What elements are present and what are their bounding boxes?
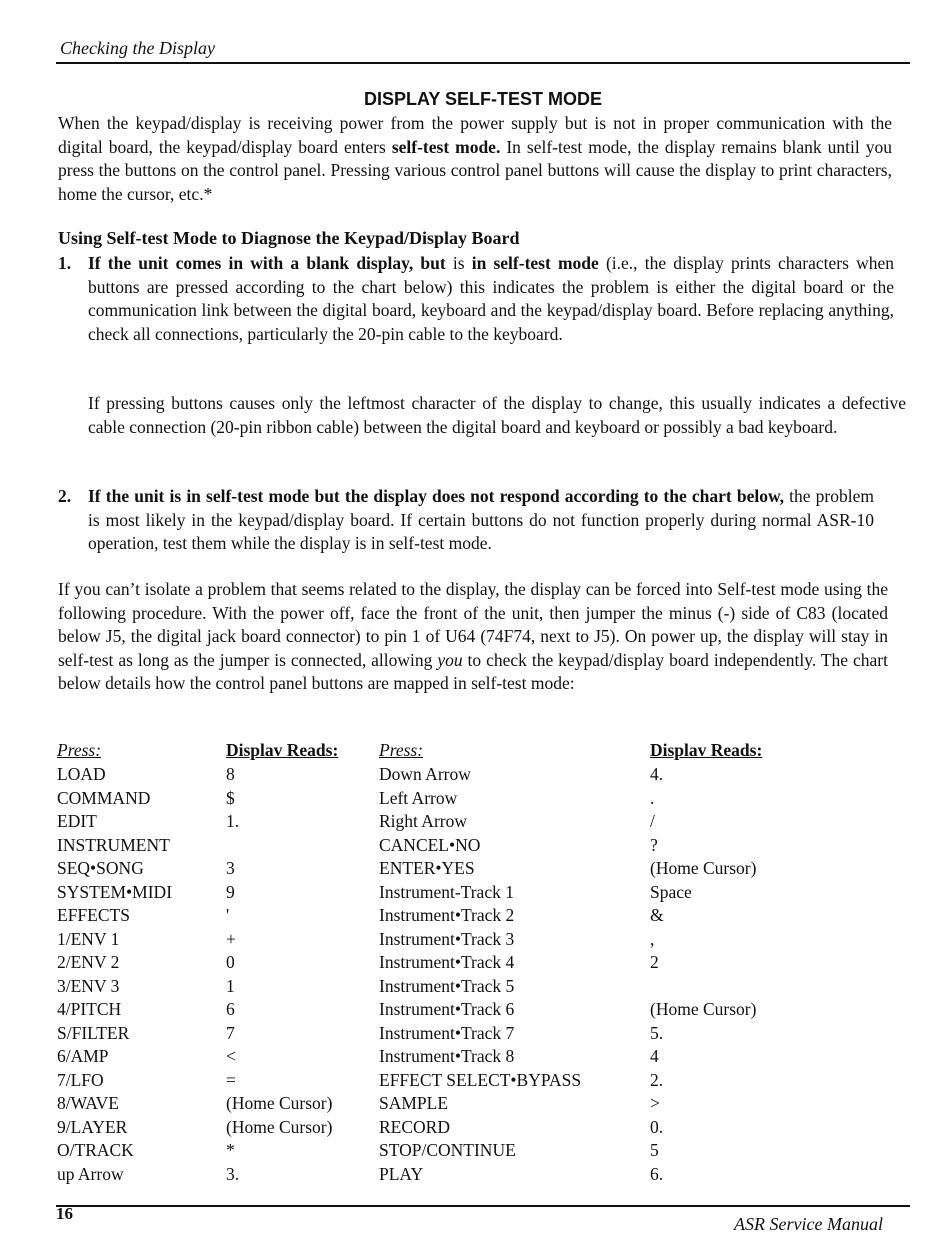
intro-bold: self-test mode. [391,136,501,157]
table-cell-reads: ? [650,834,658,855]
table-cell-press: Right Arrow [379,811,467,831]
intro-text-before: When the keypad/display is receiving power from the power supply but is not in proper communication with the digital board, the keypad/display board enters [58,113,892,157]
table-cell-press: 6/AMP [57,1046,109,1066]
table-cell-press: LOAD [57,764,106,784]
table-cell-press: 8/WAVE [57,1093,119,1113]
table-cell-reads: 8 [226,764,235,784]
table-cell-reads: (Home Cursor) [650,999,757,1019]
right-reads-column [650,763,850,1186]
table-cell-reads: 1 [226,975,235,996]
table-cell-reads: 5 [650,1140,659,1160]
table-cell-press: EDIT [57,811,97,831]
section-heading: Using Self-test Mode to Diagnose the Keypad/Display Board [58,228,520,248]
table-cell-press: 9/LAYER [57,1116,128,1137]
table-cell-reads: (Home Cursor) [226,1093,333,1113]
table-cell-reads: 0. [650,1116,664,1137]
footer-manual-title: ASR Service Manual [734,1214,883,1234]
table-cell-press: 3/ENV 3 [57,975,120,996]
table-cell-reads: 2 [650,952,659,972]
table-cell-press: SAMPLE [379,1093,449,1113]
table-cell-reads: $ [226,787,235,808]
table-cell-press: Instrument•Track 4 [379,952,515,972]
table-cell-press: Instrument•Track 3 [379,928,515,949]
item1-bold2: in self-test mode [471,253,599,273]
table-cell-reads: = [226,1069,236,1090]
table-cell-reads: 0 [226,952,235,972]
table-cell-reads [226,834,371,858]
table-cell-press: COMMAND [57,787,151,808]
item1-rest: (i.e., the display prints characters when buttons are pressed according to the chart below) this indicates the problem is either the digital board or the communication link between the digital board, keyboard and the keypad/display board. Before replacing anything, check all connections, particularly the 20-pin cable to the keyboard. [88,253,894,344]
table-cell-reads: (Home Cursor) [226,1116,333,1137]
table-cell-press: Down Arrow [379,764,471,784]
table-cell-press: Instrument•Track 5 [379,975,515,996]
header-rule [56,62,910,64]
table-cell-reads: 4. [650,764,664,784]
item2-paragraph [88,485,874,556]
table-cell-press: Instrument•Track 7 [379,1022,515,1043]
table-cell-reads: (Home Cursor) [650,858,757,878]
table-cell-reads: Space [650,881,692,902]
table-cell-reads: 1. [226,811,240,831]
reads-header-left: Displav Reads: [226,740,339,760]
item1-plain1: is [445,253,472,273]
item1-second-paragraph: If pressing buttons causes only the leftmost character of the display to change, this usually indicates a defective cable connection (20-pin ribbon cable) between the digital board and keyboard or possibly a bad keyboard. [88,393,906,437]
right-press-column [379,763,639,1186]
table-cell-reads: * [226,1140,235,1160]
table-cell-reads: 2. [650,1069,664,1090]
page-number: 16 [56,1204,73,1223]
table-cell-reads: / [650,811,655,831]
table-cell-reads: < [226,1046,236,1066]
item2-rest: the problem is most likely in the keypad/display board. If certain buttons do not function properly during normal ASR-10 operation, test them while the display is in self-test mode. [88,486,874,553]
table-cell-press: Instrument-Track 1 [379,881,514,902]
item2-number: 2. [58,486,72,506]
table-cell-reads: > [650,1093,660,1113]
table-cell-press: 2/ENV 2 [57,952,120,972]
table-cell-reads: & [650,905,664,925]
table-cell-press: Instrument•Track 8 [379,1046,515,1066]
table-cell-press: up Arrow [57,1163,124,1184]
table-cell-reads: + [226,928,236,949]
table-cell-reads: ' [226,905,230,925]
press-header-right: Press: [379,740,424,760]
table-cell-press: RECORD [379,1116,450,1137]
table-cell-press: SYSTEM•MIDI [57,881,173,902]
table-cell-reads [650,975,850,999]
press-header-left: Press: [57,740,102,760]
table-cell-reads: 6. [650,1163,664,1184]
table-cell-press: Left Arrow [379,787,458,808]
table-cell-reads: 7 [226,1022,235,1043]
table-cell-press: O/TRACK [57,1140,134,1160]
table-cell-reads: 5. [650,1022,664,1043]
table-cell-reads: 4 [650,1046,659,1066]
reads-header-right: Displav Reads: [650,740,763,760]
table-cell-reads: . [650,787,655,808]
table-cell-press: INSTRUMENT [57,834,170,855]
table-cell-press: SEQ•SONG [57,858,144,878]
table-cell-press: CANCEL•NO [379,834,481,855]
procedure-part1: If you can’t isolate a problem that seems related to the display, the display can be forced into Self-test mode using the following procedure. With the power off, face the front of the unit, then jumper the minus (-) side of C83 (located below J5, the digital jack board connector) to pin 1 of U64 (74F74, next to J5). On power up, the display will stay in self-test as long as the jumper is connected, allowing [58,579,888,670]
table-cell-press: Instrument•Track 6 [379,999,515,1019]
table-cell-press: EFFECT SELECT•BYPASS [379,1069,582,1090]
table-cell-press: EFFECTS [57,905,130,925]
table-cell-reads: 3. [226,1163,240,1184]
item1-bold1: If the unit comes in with a blank display, but [88,253,446,273]
table-cell-reads: 9 [226,881,235,902]
footer-rule [56,1205,910,1207]
left-reads-column [226,763,371,1186]
page-header-title: Checking the Display [60,38,215,58]
intro-paragraph [58,112,892,206]
item2-bold: If the unit is in self-test mode but the display does not respond according to the chart below, [88,486,785,506]
table-cell-reads: 3 [226,858,235,878]
table-cell-reads: , [650,928,655,949]
table-cell-press: STOP/CONTINUE [379,1140,516,1160]
table-cell-press: 1/ENV 1 [57,928,120,949]
left-press-column [57,763,222,1186]
page-title: DISPLAY SELF-TEST MODE [363,89,603,109]
table-cell-press: Instrument•Track 2 [379,905,515,925]
table-cell-press: 4/PITCH [57,999,122,1019]
table-cell-press: 7/LFO [57,1069,104,1090]
procedure-paragraph [58,578,888,696]
table-cell-press: ENTER•YES [379,858,475,878]
procedure-part2: to check the keypad/display board independently. The chart below details how the control panel buttons are mapped in self-test mode: [58,649,888,693]
item1-paragraph [88,252,894,346]
table-cell-press: S/FILTER [57,1022,130,1043]
table-cell-press: PLAY [379,1163,424,1184]
table-cell-reads: 6 [226,999,235,1019]
item1-number: 1. [58,253,72,273]
intro-text-after: In self-test mode, the display remains blank until you press the buttons on the control panel. Pressing various control panel buttons will cause the display to print characters, home the cursor, etc.* [58,136,892,204]
procedure-italic: you [437,649,463,670]
